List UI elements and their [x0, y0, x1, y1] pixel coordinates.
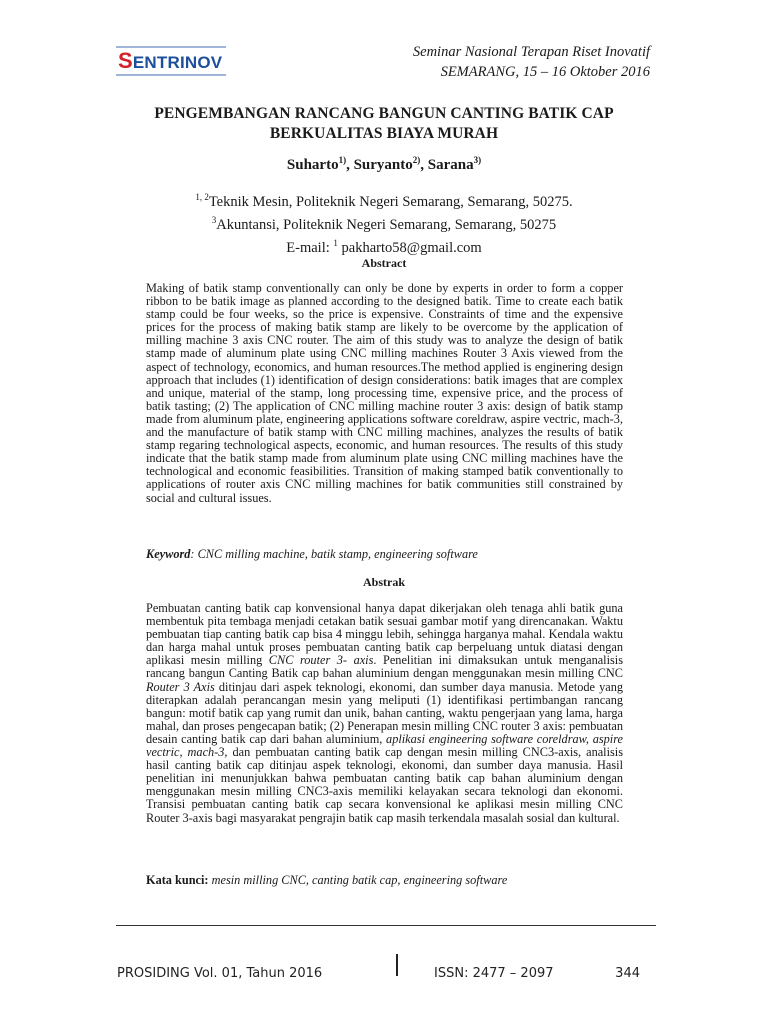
abstract-id-text: [146, 602, 623, 825]
title-line-1: PENGEMBANGAN RANCANG BANGUN CANTING BATIK CAP: [154, 105, 614, 122]
abstract-heading: Abstract: [361, 256, 407, 270]
affiliation-text: Akuntansi, Politeknik Negeri Semarang, Semarang, 50275: [216, 216, 557, 233]
keyword-label: Keyword: [146, 547, 191, 561]
affiliation-text: Teknik Mesin, Politeknik Negeri Semarang, Semarang, 50275.: [208, 193, 573, 210]
abstract-id-italic: CNC router 3- axis: [268, 653, 374, 668]
email-superscript: 1: [333, 237, 338, 248]
footer-proceeding: PROSIDING Vol. 01, Tahun 2016: [117, 966, 323, 981]
abstract-id-part: . Penelitian ini dimaksukan untuk menganalisis rancang bangun Canting Batik cap bahan aluminium dengan menggunakan mesin milling CNC: [146, 653, 623, 681]
kata-kunci-list: mesin milling CNC, canting batik cap, engineering software: [208, 873, 508, 887]
keyword-line: [146, 547, 623, 561]
seminar-header: [413, 42, 650, 82]
affiliation-superscript: 1, 2: [195, 192, 209, 202]
paper-title: [110, 104, 658, 144]
abstract-id-part: Pembuatan canting batik cap konvensional hanya dapat dikerjakan oleh tenaga ahli batik guna membentuk pita tembaga menjadi cetakan batik sesuai gambar motif yang direncanakan. Waktu pembuatan tiap canting batik cap bisa 4 minggu lebih, sehingga harganya mahal. Kendala waktu dan harga mahal untuk proses pembuatan canting batik cap berpeluang untuk diatasi dengan aplikasi mesin milling: [146, 601, 623, 668]
footer-issn: ISSN: 2477 – 2097: [434, 966, 554, 981]
abstract-id-italic: aplikasi engineering software coreldraw, aspire vectric, mach-3,: [146, 731, 623, 760]
author-superscript: 1): [338, 155, 347, 165]
keyword-list: : CNC milling machine, batik stamp, engineering software: [190, 547, 478, 561]
affiliation-line: [110, 188, 658, 211]
author-superscript: 3): [473, 155, 482, 165]
footer-rule: [116, 925, 656, 926]
kata-kunci-line: [146, 873, 623, 887]
footer-divider: [396, 954, 398, 976]
email-address: pakharto58@gmail.com: [337, 239, 482, 256]
title-line-2: BERKUALITAS BIAYA MURAH: [269, 125, 499, 142]
page-number: 344: [615, 966, 640, 981]
abstract-en-text: Making of batik stamp conventionally can only be done by experts in order to form a copper ribbon to be batik image as planned according to the designed batik. Time to create each batik stamp could be four weeks, so the price is expensive. Constraints of time and the expensive prices for the process of making batik stamp are likely to be overcome by the application of milling machine 3 axis CNC router. The aim of this study was to analyze the design of batik stamp made of aluminum plate using CNC milling machines Router 3 Axis viewed from the aspect of technology, economics, and human resources.The method applied is enginering design approach that includes (1) identification of design considerations: batik images that are complex and unique, material of the stamp, long processing time, expensive price, and the process of batik tasting; (2) The application of CNC milling machine router 3 axis: design of batik stamp made from aluminum plate, engineering applications software coreldraw, aspire vectric, mach-3, and the manufacture of batik stamp with CNC milling machines, analyzes the results of batik stamp regaring technological aspects, economic, and human resources. The results of this study indicate that the batik stamp made from aluminum plate using CNC milling machines have the technological and economic feasibilities. Transition of making stamped batik conventionally to applications of router axis CNC milling machines for batik communities still constrained by social and cultural issues.: [146, 281, 623, 505]
seminar-name: Seminar Nasional Terapan Riset Inovatif: [412, 44, 650, 60]
author-list: [110, 150, 658, 175]
logo-wordmark: [116, 46, 226, 76]
abstract-id-part: dan pembuatan canting batik cap dengan mesin milling CNC3-axis, analisis hasil canting batik cap ditinjau aspek teknologi, ekonomi, dan sumber daya manusia. Hasil penelitian ini menunjukkan bahwa pembuatan canting batik cap bahan aluminium dengan menggunakan mesin milling CNC3-axis memiliki kelayakan secara teknologi dan ekonomi. Transisi pembuatan canting batik cap secara konvensional ke aplikasi mesin milling CNC Router 3-axis bagi masyarakat pengrajin batik cap masih terkendala masalah sosial dan kultural.: [146, 745, 624, 825]
seminar-place-date: SEMARANG, 15 – 16 Oktober 2016: [440, 64, 650, 80]
abstract-id-part: ditinjau dari aspek teknologi, ekonomi, dan sumber daya manusia. Metode yang diterapkan adalah perancangan mesin yang meliputi (1) identifikasi pertimbangan rancang bangun: motif batik cap yang rumit dan unik, bahan canting, waktu pengerjaan yang lama, harga mahal, dan proses pengecapan batik; (2) Penerapan mesin milling CNC router 3 axis: pembuatan desain canting batik cap dari bahan aluminium,: [146, 679, 624, 746]
author-superscript: 2): [412, 155, 421, 165]
abstract-id-italic: Router 3 Axis: [146, 679, 215, 694]
affiliation-superscript: 3: [211, 214, 217, 225]
author-separator: ,: [420, 157, 428, 173]
email-line: [110, 234, 658, 257]
kata-kunci-label: Kata kunci:: [146, 873, 209, 887]
abstrak-heading: Abstrak: [362, 575, 405, 589]
author-name: Sarana: [427, 157, 474, 173]
logo-first-letter: S: [118, 48, 133, 73]
sentrinov-logo: [116, 40, 228, 72]
affiliation-line: [110, 211, 658, 234]
author-separator: ,: [346, 157, 354, 173]
author-name: Suharto: [286, 157, 339, 173]
email-label: E-mail:: [286, 239, 334, 256]
affiliations: [110, 188, 658, 256]
logo-rest: ENTRINOV: [132, 53, 223, 72]
author-name: Suryanto: [353, 157, 413, 173]
